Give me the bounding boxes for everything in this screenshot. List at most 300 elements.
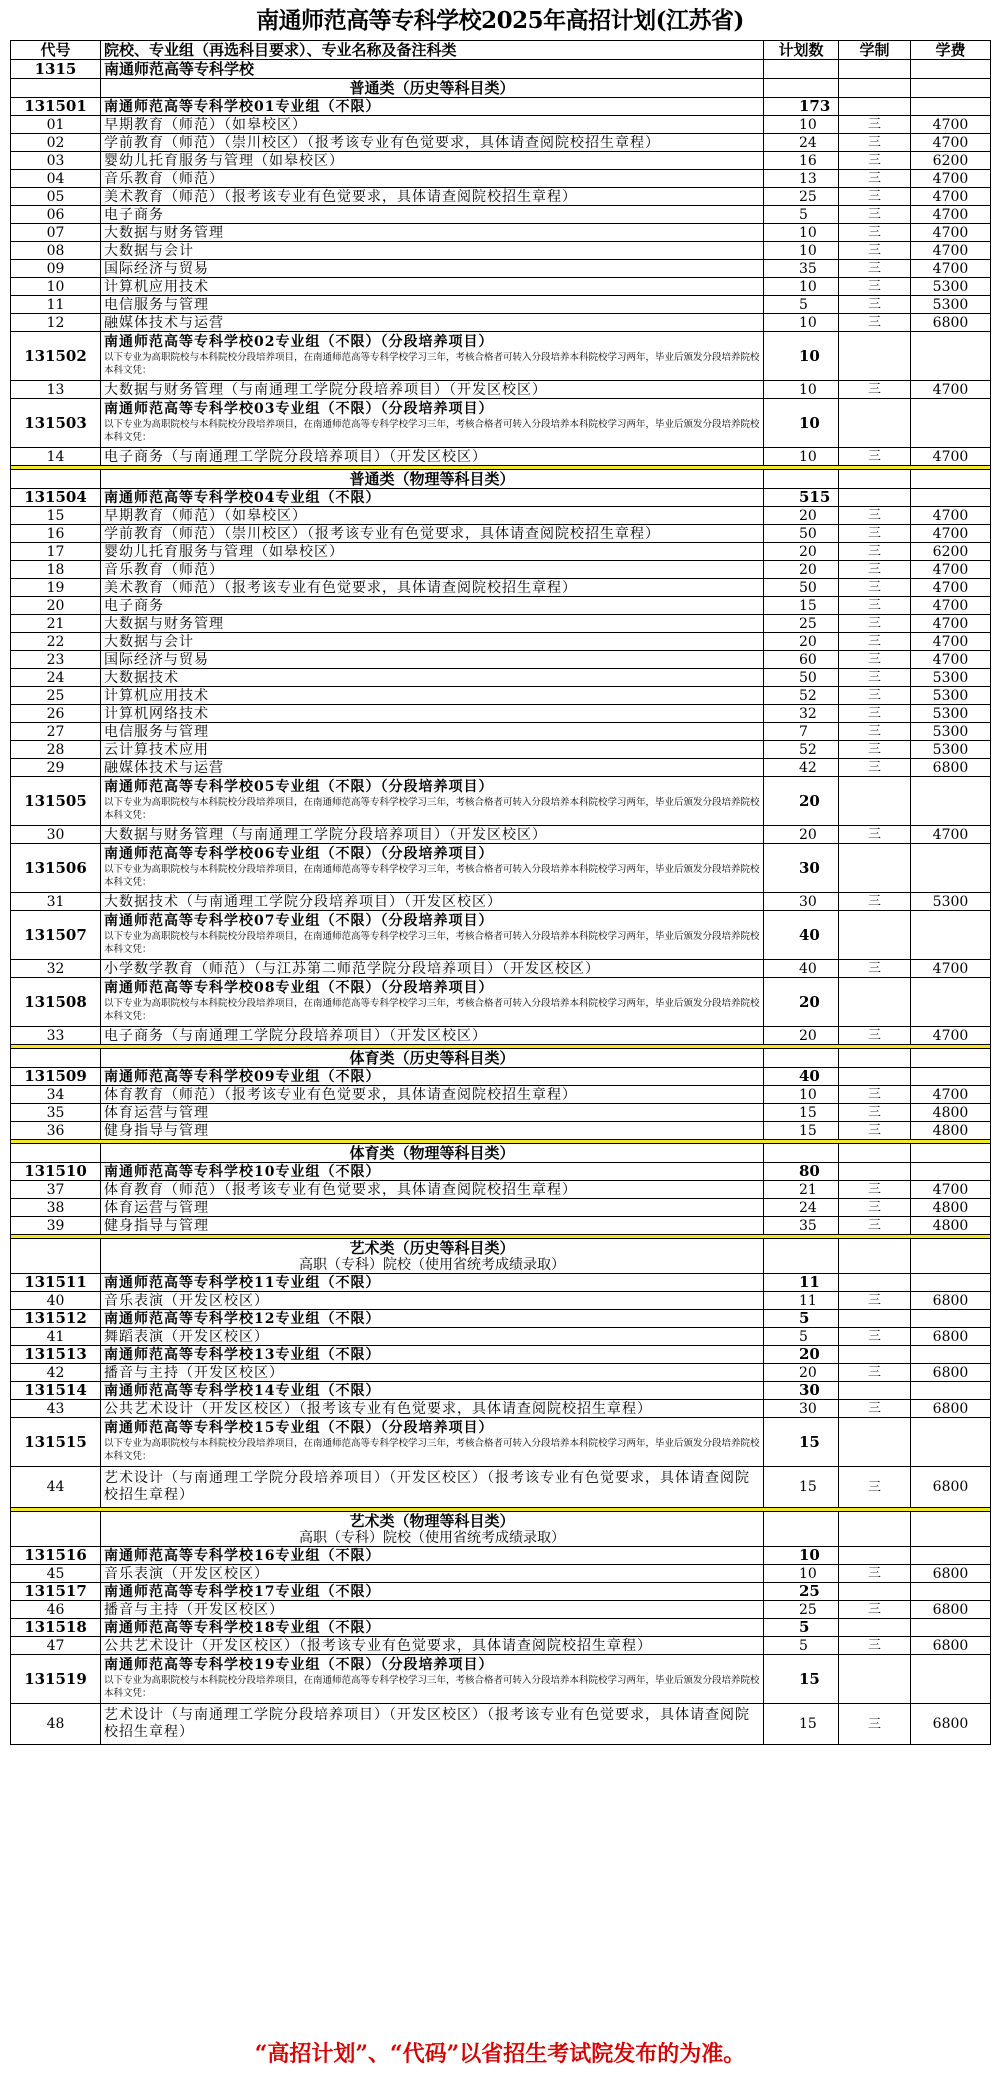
major-plan: 20 xyxy=(764,633,839,651)
major-plan: 20 xyxy=(764,826,839,844)
major-code: 17 xyxy=(11,543,101,561)
major-fee: 4700 xyxy=(911,188,991,206)
major-length: 三 xyxy=(839,1104,911,1122)
group-name-text: 南通师范高等专科学校11专业组（不限） xyxy=(104,1274,381,1291)
major-length: 三 xyxy=(839,525,911,543)
group-name xyxy=(101,1619,764,1637)
header-fee: 学费 xyxy=(911,41,991,60)
major-fee: 6800 xyxy=(911,314,991,332)
major-row xyxy=(11,1565,991,1583)
major-plan: 7 xyxy=(764,723,839,741)
group-code: 131513 xyxy=(11,1346,101,1364)
group-note: 以下专业为高职院校与本科院校分段培养项目，在南通师范高等专科学校学习三年，考核合格者可转入分段培养本科院校学习两年，毕业后颁发分段培养院校本科文凭： xyxy=(104,419,760,443)
major-code: 39 xyxy=(11,1217,101,1235)
major-plan: 25 xyxy=(764,615,839,633)
major-name: 大数据与财务管理（与南通理工学院分段培养项目）（开发区校区） xyxy=(101,826,764,844)
group-name-text: 南通师范高等专科学校10专业组（不限） xyxy=(104,1163,381,1180)
major-length: 三 xyxy=(839,893,911,911)
major-code: 26 xyxy=(11,705,101,723)
major-fee: 6800 xyxy=(911,1292,991,1310)
major-plan: 30 xyxy=(764,893,839,911)
group-row xyxy=(11,911,991,960)
major-fee: 6800 xyxy=(911,1704,991,1745)
major-plan: 24 xyxy=(764,1199,839,1217)
major-plan: 50 xyxy=(764,669,839,687)
major-row xyxy=(11,651,991,669)
major-plan: 15 xyxy=(764,1704,839,1745)
major-length: 三 xyxy=(839,1199,911,1217)
major-fee: 6200 xyxy=(911,152,991,170)
major-length: 三 xyxy=(839,278,911,296)
major-length: 三 xyxy=(839,705,911,723)
group-name xyxy=(101,399,764,448)
major-code: 35 xyxy=(11,1104,101,1122)
group-code: 131518 xyxy=(11,1619,101,1637)
group-name xyxy=(101,98,764,116)
major-plan: 42 xyxy=(764,759,839,777)
major-row xyxy=(11,188,991,206)
major-length: 三 xyxy=(839,1601,911,1619)
section-subtitle: 高职（专科）院校（使用省统考成绩录取） xyxy=(299,1529,565,1546)
major-row xyxy=(11,1400,991,1418)
group-plan: 20 xyxy=(764,1346,839,1364)
major-code: 30 xyxy=(11,826,101,844)
major-row xyxy=(11,1122,991,1140)
major-fee: 6800 xyxy=(911,1328,991,1346)
group-code: 131516 xyxy=(11,1547,101,1565)
group-name xyxy=(101,332,764,381)
group-plan: 10 xyxy=(764,332,839,381)
major-plan: 20 xyxy=(764,507,839,525)
major-row xyxy=(11,826,991,844)
major-plan: 15 xyxy=(764,597,839,615)
major-fee: 4700 xyxy=(911,224,991,242)
major-length: 三 xyxy=(839,826,911,844)
major-name: 融媒体技术与运营 xyxy=(101,759,764,777)
group-code: 131517 xyxy=(11,1583,101,1601)
section-title-row xyxy=(11,1049,991,1068)
group-row xyxy=(11,1382,991,1400)
major-code: 14 xyxy=(11,448,101,466)
major-code: 28 xyxy=(11,741,101,759)
major-code: 46 xyxy=(11,1601,101,1619)
major-name: 舞蹈表演（开发区校区） xyxy=(101,1328,764,1346)
major-fee: 4700 xyxy=(911,826,991,844)
major-row xyxy=(11,152,991,170)
major-row xyxy=(11,960,991,978)
group-code: 131504 xyxy=(11,489,101,507)
major-plan: 20 xyxy=(764,1027,839,1045)
major-row xyxy=(11,597,991,615)
group-row xyxy=(11,844,991,893)
major-length: 三 xyxy=(839,1704,911,1745)
major-row xyxy=(11,1027,991,1045)
group-plan: 15 xyxy=(764,1418,839,1467)
major-code: 45 xyxy=(11,1565,101,1583)
group-code: 131506 xyxy=(11,844,101,893)
major-name: 健身指导与管理 xyxy=(101,1217,764,1235)
group-name-text: 南通师范高等专科学校18专业组（不限） xyxy=(104,1619,381,1636)
group-note: 以下专业为高职院校与本科院校分段培养项目，在南通师范高等专科学校学习三年，考核合格者可转入分段培养本科院校学习两年，毕业后颁发分段培养院校本科文凭： xyxy=(104,797,760,821)
major-length: 三 xyxy=(839,1364,911,1382)
group-row xyxy=(11,332,991,381)
group-plan: 20 xyxy=(764,777,839,826)
group-plan: 80 xyxy=(764,1163,839,1181)
major-plan: 15 xyxy=(764,1467,839,1508)
major-fee: 5300 xyxy=(911,741,991,759)
major-plan: 20 xyxy=(764,1364,839,1382)
major-row xyxy=(11,615,991,633)
group-code: 131508 xyxy=(11,978,101,1027)
major-name: 国际经济与贸易 xyxy=(101,651,764,669)
major-code: 47 xyxy=(11,1637,101,1655)
major-row xyxy=(11,381,991,399)
page-title: 南通师范高等专科学校2025年高招计划(江苏省) xyxy=(256,7,744,34)
major-length: 三 xyxy=(839,1086,911,1104)
major-fee: 4700 xyxy=(911,170,991,188)
major-row xyxy=(11,314,991,332)
group-row xyxy=(11,1163,991,1181)
major-row xyxy=(11,1199,991,1217)
major-row xyxy=(11,1704,991,1745)
group-name-text: 南通师范高等专科学校19专业组（不限）（分段培养项目） xyxy=(104,1657,494,1673)
major-code: 18 xyxy=(11,561,101,579)
major-length: 三 xyxy=(839,170,911,188)
group-code: 131507 xyxy=(11,911,101,960)
section-title-row xyxy=(11,79,991,98)
major-length: 三 xyxy=(839,260,911,278)
major-plan: 10 xyxy=(764,242,839,260)
major-plan: 30 xyxy=(764,1400,839,1418)
major-plan: 16 xyxy=(764,152,839,170)
section-title-row xyxy=(11,470,991,489)
major-fee: 4700 xyxy=(911,242,991,260)
major-code: 37 xyxy=(11,1181,101,1199)
major-code: 31 xyxy=(11,893,101,911)
major-name: 美术教育（师范）（报考该专业有色觉要求，具体请查阅院校招生章程） xyxy=(101,188,764,206)
group-plan: 30 xyxy=(764,844,839,893)
major-name: 电信服务与管理 xyxy=(101,723,764,741)
major-name: 早期教育（师范）（如皋校区） xyxy=(101,116,764,134)
school-row xyxy=(11,60,991,79)
major-length: 三 xyxy=(839,615,911,633)
major-row xyxy=(11,278,991,296)
major-name: 音乐表演（开发区校区） xyxy=(101,1565,764,1583)
major-length: 三 xyxy=(839,152,911,170)
major-row xyxy=(11,116,991,134)
table-header-row xyxy=(11,41,991,60)
major-plan: 5 xyxy=(764,1637,839,1655)
major-code: 21 xyxy=(11,615,101,633)
major-row xyxy=(11,1292,991,1310)
group-row xyxy=(11,1547,991,1565)
major-name: 婴幼儿托育服务与管理（如皋校区） xyxy=(101,543,764,561)
major-length: 三 xyxy=(839,314,911,332)
major-fee: 5300 xyxy=(911,296,991,314)
major-code: 03 xyxy=(11,152,101,170)
major-length: 三 xyxy=(839,1467,911,1508)
major-code: 01 xyxy=(11,116,101,134)
major-code: 42 xyxy=(11,1364,101,1382)
major-length: 三 xyxy=(839,960,911,978)
major-code: 05 xyxy=(11,188,101,206)
major-name: 大数据与会计 xyxy=(101,633,764,651)
major-name: 音乐表演（开发区校区） xyxy=(101,1292,764,1310)
major-plan: 5 xyxy=(764,206,839,224)
section-title xyxy=(101,470,764,489)
major-name: 大数据与会计 xyxy=(101,242,764,260)
group-plan: 515 xyxy=(764,489,839,507)
group-name-text: 南通师范高等专科学校07专业组（不限）（分段培养项目） xyxy=(104,913,494,929)
major-length: 三 xyxy=(839,206,911,224)
major-row xyxy=(11,296,991,314)
major-plan: 10 xyxy=(764,448,839,466)
group-code: 131503 xyxy=(11,399,101,448)
major-fee: 4700 xyxy=(911,448,991,466)
major-plan: 52 xyxy=(764,687,839,705)
major-length: 三 xyxy=(839,1400,911,1418)
major-plan: 5 xyxy=(764,296,839,314)
section-title-row xyxy=(11,1144,991,1163)
major-length: 三 xyxy=(839,561,911,579)
major-name: 大数据与财务管理 xyxy=(101,224,764,242)
major-name: 电信服务与管理 xyxy=(101,296,764,314)
group-name xyxy=(101,1274,764,1292)
major-name: 公共艺术设计（开发区校区）（报考该专业有色觉要求，具体请查阅院校招生章程） xyxy=(101,1400,764,1418)
major-length: 三 xyxy=(839,1217,911,1235)
major-name: 大数据技术（与南通理工学院分段培养项目）（开发区校区） xyxy=(101,893,764,911)
group-name xyxy=(101,1346,764,1364)
group-name xyxy=(101,844,764,893)
major-fee: 5300 xyxy=(911,705,991,723)
major-length: 三 xyxy=(839,116,911,134)
group-plan: 20 xyxy=(764,978,839,1027)
group-code: 131514 xyxy=(11,1382,101,1400)
major-code: 13 xyxy=(11,381,101,399)
group-name xyxy=(101,777,764,826)
major-row xyxy=(11,507,991,525)
major-row xyxy=(11,170,991,188)
major-name: 健身指导与管理 xyxy=(101,1122,764,1140)
group-name-text: 南通师范高等专科学校17专业组（不限） xyxy=(104,1583,381,1600)
major-name: 电子商务（与南通理工学院分段培养项目）（开发区校区） xyxy=(101,448,764,466)
major-fee: 4700 xyxy=(911,633,991,651)
group-note: 以下专业为高职院校与本科院校分段培养项目，在南通师范高等专科学校学习三年，考核合格者可转入分段培养本科院校学习两年，毕业后颁发分段培养院校本科文凭： xyxy=(104,931,760,955)
group-name-text: 南通师范高等专科学校05专业组（不限）（分段培养项目） xyxy=(104,779,494,795)
major-length: 三 xyxy=(839,741,911,759)
group-row xyxy=(11,1068,991,1086)
major-name: 体育教育（师范）（报考该专业有色觉要求，具体请查阅院校招生章程） xyxy=(101,1181,764,1199)
major-code: 38 xyxy=(11,1199,101,1217)
group-plan: 10 xyxy=(764,399,839,448)
major-name: 计算机应用技术 xyxy=(101,278,764,296)
group-name xyxy=(101,1068,764,1086)
major-code: 34 xyxy=(11,1086,101,1104)
major-name: 融媒体技术与运营 xyxy=(101,314,764,332)
major-plan: 24 xyxy=(764,134,839,152)
group-name-text: 南通师范高等专科学校15专业组（不限）（分段培养项目） xyxy=(104,1420,494,1436)
group-code: 131505 xyxy=(11,777,101,826)
major-code: 24 xyxy=(11,669,101,687)
group-name xyxy=(101,1382,764,1400)
major-code: 08 xyxy=(11,242,101,260)
major-fee: 6800 xyxy=(911,1467,991,1508)
major-plan: 10 xyxy=(764,278,839,296)
group-code: 131510 xyxy=(11,1163,101,1181)
section-title-text: 艺术类（物理等科目类） xyxy=(349,1511,515,1530)
major-length: 三 xyxy=(839,1027,911,1045)
major-plan: 35 xyxy=(764,1217,839,1235)
major-plan: 52 xyxy=(764,741,839,759)
major-row xyxy=(11,543,991,561)
section-subtitle: 高职（专科）院校（使用省统考成绩录取） xyxy=(299,1256,565,1273)
major-code: 44 xyxy=(11,1467,101,1508)
major-row xyxy=(11,1637,991,1655)
major-fee: 6800 xyxy=(911,1364,991,1382)
major-code: 20 xyxy=(11,597,101,615)
major-plan: 10 xyxy=(764,116,839,134)
major-plan: 13 xyxy=(764,170,839,188)
major-row xyxy=(11,1601,991,1619)
group-name-text: 南通师范高等专科学校08专业组（不限）（分段培养项目） xyxy=(104,980,494,996)
major-name: 播音与主持（开发区校区） xyxy=(101,1601,764,1619)
group-name xyxy=(101,1655,764,1704)
group-name-text: 南通师范高等专科学校03专业组（不限）（分段培养项目） xyxy=(104,401,494,417)
major-row xyxy=(11,759,991,777)
major-row xyxy=(11,1217,991,1235)
major-name: 国际经济与贸易 xyxy=(101,260,764,278)
major-fee: 4700 xyxy=(911,260,991,278)
major-fee: 4700 xyxy=(911,381,991,399)
major-row xyxy=(11,633,991,651)
section-title xyxy=(101,1049,764,1068)
group-name xyxy=(101,1583,764,1601)
major-fee: 5300 xyxy=(911,669,991,687)
major-name: 音乐教育（师范） xyxy=(101,561,764,579)
group-plan: 10 xyxy=(764,1547,839,1565)
major-length: 三 xyxy=(839,507,911,525)
group-code: 131515 xyxy=(11,1418,101,1467)
major-row xyxy=(11,579,991,597)
major-plan: 20 xyxy=(764,543,839,561)
group-plan: 173 xyxy=(764,98,839,116)
group-name xyxy=(101,1418,764,1467)
major-code: 27 xyxy=(11,723,101,741)
major-row xyxy=(11,741,991,759)
major-plan: 40 xyxy=(764,960,839,978)
major-row xyxy=(11,1181,991,1199)
section-title xyxy=(101,1239,764,1274)
major-row xyxy=(11,134,991,152)
footer-note: “高招计划”、“代码”以省招生考试院发布的为准。 xyxy=(254,2041,746,2067)
major-fee: 6800 xyxy=(911,759,991,777)
major-plan: 20 xyxy=(764,561,839,579)
major-name: 大数据与财务管理（与南通理工学院分段培养项目）（开发区校区） xyxy=(101,381,764,399)
major-code: 15 xyxy=(11,507,101,525)
group-row xyxy=(11,1619,991,1637)
major-plan: 25 xyxy=(764,188,839,206)
group-name xyxy=(101,911,764,960)
major-name: 电子商务（与南通理工学院分段培养项目）（开发区校区） xyxy=(101,1027,764,1045)
group-code: 131502 xyxy=(11,332,101,381)
group-plan: 40 xyxy=(764,1068,839,1086)
major-length: 三 xyxy=(839,1328,911,1346)
major-fee: 4800 xyxy=(911,1199,991,1217)
major-fee: 4700 xyxy=(911,1027,991,1045)
major-name: 计算机应用技术 xyxy=(101,687,764,705)
group-name-text: 南通师范高等专科学校04专业组（不限） xyxy=(104,489,381,506)
major-length: 三 xyxy=(839,188,911,206)
section-title-text: 艺术类（历史等科目类） xyxy=(349,1238,515,1257)
major-length: 三 xyxy=(839,543,911,561)
major-fee: 4700 xyxy=(911,134,991,152)
section-title xyxy=(101,79,764,98)
major-length: 三 xyxy=(839,1565,911,1583)
major-fee: 5300 xyxy=(911,278,991,296)
major-code: 41 xyxy=(11,1328,101,1346)
major-row xyxy=(11,1467,991,1508)
major-row xyxy=(11,723,991,741)
major-length: 三 xyxy=(839,759,911,777)
major-fee: 4800 xyxy=(911,1217,991,1235)
major-code: 23 xyxy=(11,651,101,669)
section-title xyxy=(101,1144,764,1163)
group-name xyxy=(101,1163,764,1181)
major-code: 06 xyxy=(11,206,101,224)
major-fee: 5300 xyxy=(911,893,991,911)
group-name xyxy=(101,1547,764,1565)
group-name-text: 南通师范高等专科学校09专业组（不限） xyxy=(104,1068,381,1085)
major-length: 三 xyxy=(839,633,911,651)
major-row xyxy=(11,687,991,705)
section-title-text: 体育类（历史等科目类） xyxy=(349,1048,515,1067)
section-title-text: 普通类（物理等科目类） xyxy=(349,469,515,488)
major-name: 学前教育（师范）（崇川校区）（报考该专业有色觉要求，具体请查阅院校招生章程） xyxy=(101,525,764,543)
group-row xyxy=(11,489,991,507)
major-name: 艺术设计（与南通理工学院分段培养项目）（开发区校区）（报考该专业有色觉要求，具体请查阅院校招生章程） xyxy=(101,1467,764,1508)
major-name: 早期教育（师范）（如皋校区） xyxy=(101,507,764,525)
major-length: 三 xyxy=(839,1181,911,1199)
group-code: 131519 xyxy=(11,1655,101,1704)
major-plan: 10 xyxy=(764,381,839,399)
major-code: 29 xyxy=(11,759,101,777)
group-note: 以下专业为高职院校与本科院校分段培养项目，在南通师范高等专科学校学习三年，考核合格者可转入分段培养本科院校学习两年，毕业后颁发分段培养院校本科文凭： xyxy=(104,998,760,1022)
group-name-text: 南通师范高等专科学校13专业组（不限） xyxy=(104,1346,381,1363)
major-length: 三 xyxy=(839,669,911,687)
group-name xyxy=(101,1310,764,1328)
major-fee: 6800 xyxy=(911,1565,991,1583)
group-code: 131501 xyxy=(11,98,101,116)
major-name: 小学数学教育（师范）（与江苏第二师范学院分段培养项目）（开发区校区） xyxy=(101,960,764,978)
major-plan: 5 xyxy=(764,1328,839,1346)
major-code: 04 xyxy=(11,170,101,188)
major-name: 计算机网络技术 xyxy=(101,705,764,723)
section-title-row xyxy=(11,1239,991,1274)
major-fee: 5300 xyxy=(911,687,991,705)
major-fee: 6800 xyxy=(911,1601,991,1619)
major-code: 40 xyxy=(11,1292,101,1310)
group-name-text: 南通师范高等专科学校12专业组（不限） xyxy=(104,1310,381,1327)
section-title xyxy=(101,1512,764,1547)
major-length: 三 xyxy=(839,381,911,399)
major-name: 大数据与财务管理 xyxy=(101,615,764,633)
header-code: 代号 xyxy=(11,41,101,60)
major-row xyxy=(11,1364,991,1382)
group-code: 131511 xyxy=(11,1274,101,1292)
major-code: 10 xyxy=(11,278,101,296)
major-length: 三 xyxy=(839,242,911,260)
major-code: 25 xyxy=(11,687,101,705)
